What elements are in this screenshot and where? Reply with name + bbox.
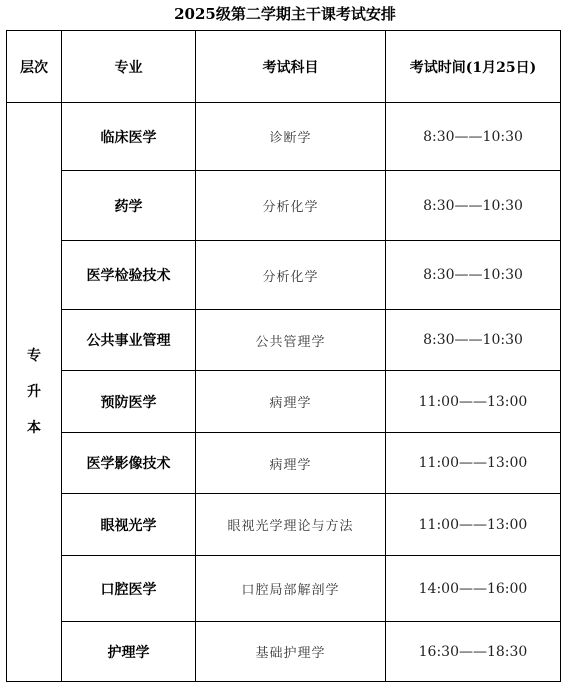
subject-cell: 眼视光学理论与方法 xyxy=(196,494,386,556)
table-row xyxy=(7,494,561,556)
table-row xyxy=(7,310,561,371)
subject-cell: 诊断学 xyxy=(196,103,386,171)
table-row xyxy=(7,622,561,682)
header-major: 专业 xyxy=(62,31,196,103)
subject-cell: 基础护理学 xyxy=(196,622,386,682)
time-cell: 8:30——10:30 xyxy=(386,310,561,371)
major-cell: 口腔医学 xyxy=(62,556,196,622)
time-cell: 14:00——16:00 xyxy=(386,556,561,622)
time-cell: 16:30——18:30 xyxy=(386,622,561,682)
exam-schedule-table xyxy=(6,30,561,682)
time-cell: 8:30——10:30 xyxy=(386,241,561,310)
subject-cell: 病理学 xyxy=(196,433,386,494)
table-row xyxy=(7,556,561,622)
level-cell xyxy=(7,103,62,682)
table-row xyxy=(7,433,561,494)
time-cell: 11:00——13:00 xyxy=(386,494,561,556)
table-row xyxy=(7,103,561,171)
header-time: 考试时间(1月25日) xyxy=(386,31,561,103)
major-cell: 医学影像技术 xyxy=(62,433,196,494)
major-cell: 护理学 xyxy=(62,622,196,682)
time-cell: 8:30——10:30 xyxy=(386,103,561,171)
major-cell: 眼视光学 xyxy=(62,494,196,556)
subject-cell: 分析化学 xyxy=(196,241,386,310)
table-row xyxy=(7,371,561,433)
subject-cell: 分析化学 xyxy=(196,171,386,241)
document-title: 2025级第二学期主干课考试安排 xyxy=(174,5,396,23)
table-row xyxy=(7,171,561,241)
level-value: 专升本 xyxy=(27,348,41,436)
time-cell: 11:00——13:00 xyxy=(386,371,561,433)
major-cell: 临床医学 xyxy=(62,103,196,171)
major-cell: 药学 xyxy=(62,171,196,241)
header-level: 层次 xyxy=(7,31,62,103)
subject-cell: 病理学 xyxy=(196,371,386,433)
subject-cell: 口腔局部解剖学 xyxy=(196,556,386,622)
major-cell: 预防医学 xyxy=(62,371,196,433)
time-cell: 8:30——10:30 xyxy=(386,171,561,241)
subject-cell: 公共管理学 xyxy=(196,310,386,371)
header-subject: 考试科目 xyxy=(196,31,386,103)
header-row xyxy=(7,31,561,103)
major-cell: 医学检验技术 xyxy=(62,241,196,310)
major-cell: 公共事业管理 xyxy=(62,310,196,371)
table-row xyxy=(7,241,561,310)
time-cell: 11:00——13:00 xyxy=(386,433,561,494)
